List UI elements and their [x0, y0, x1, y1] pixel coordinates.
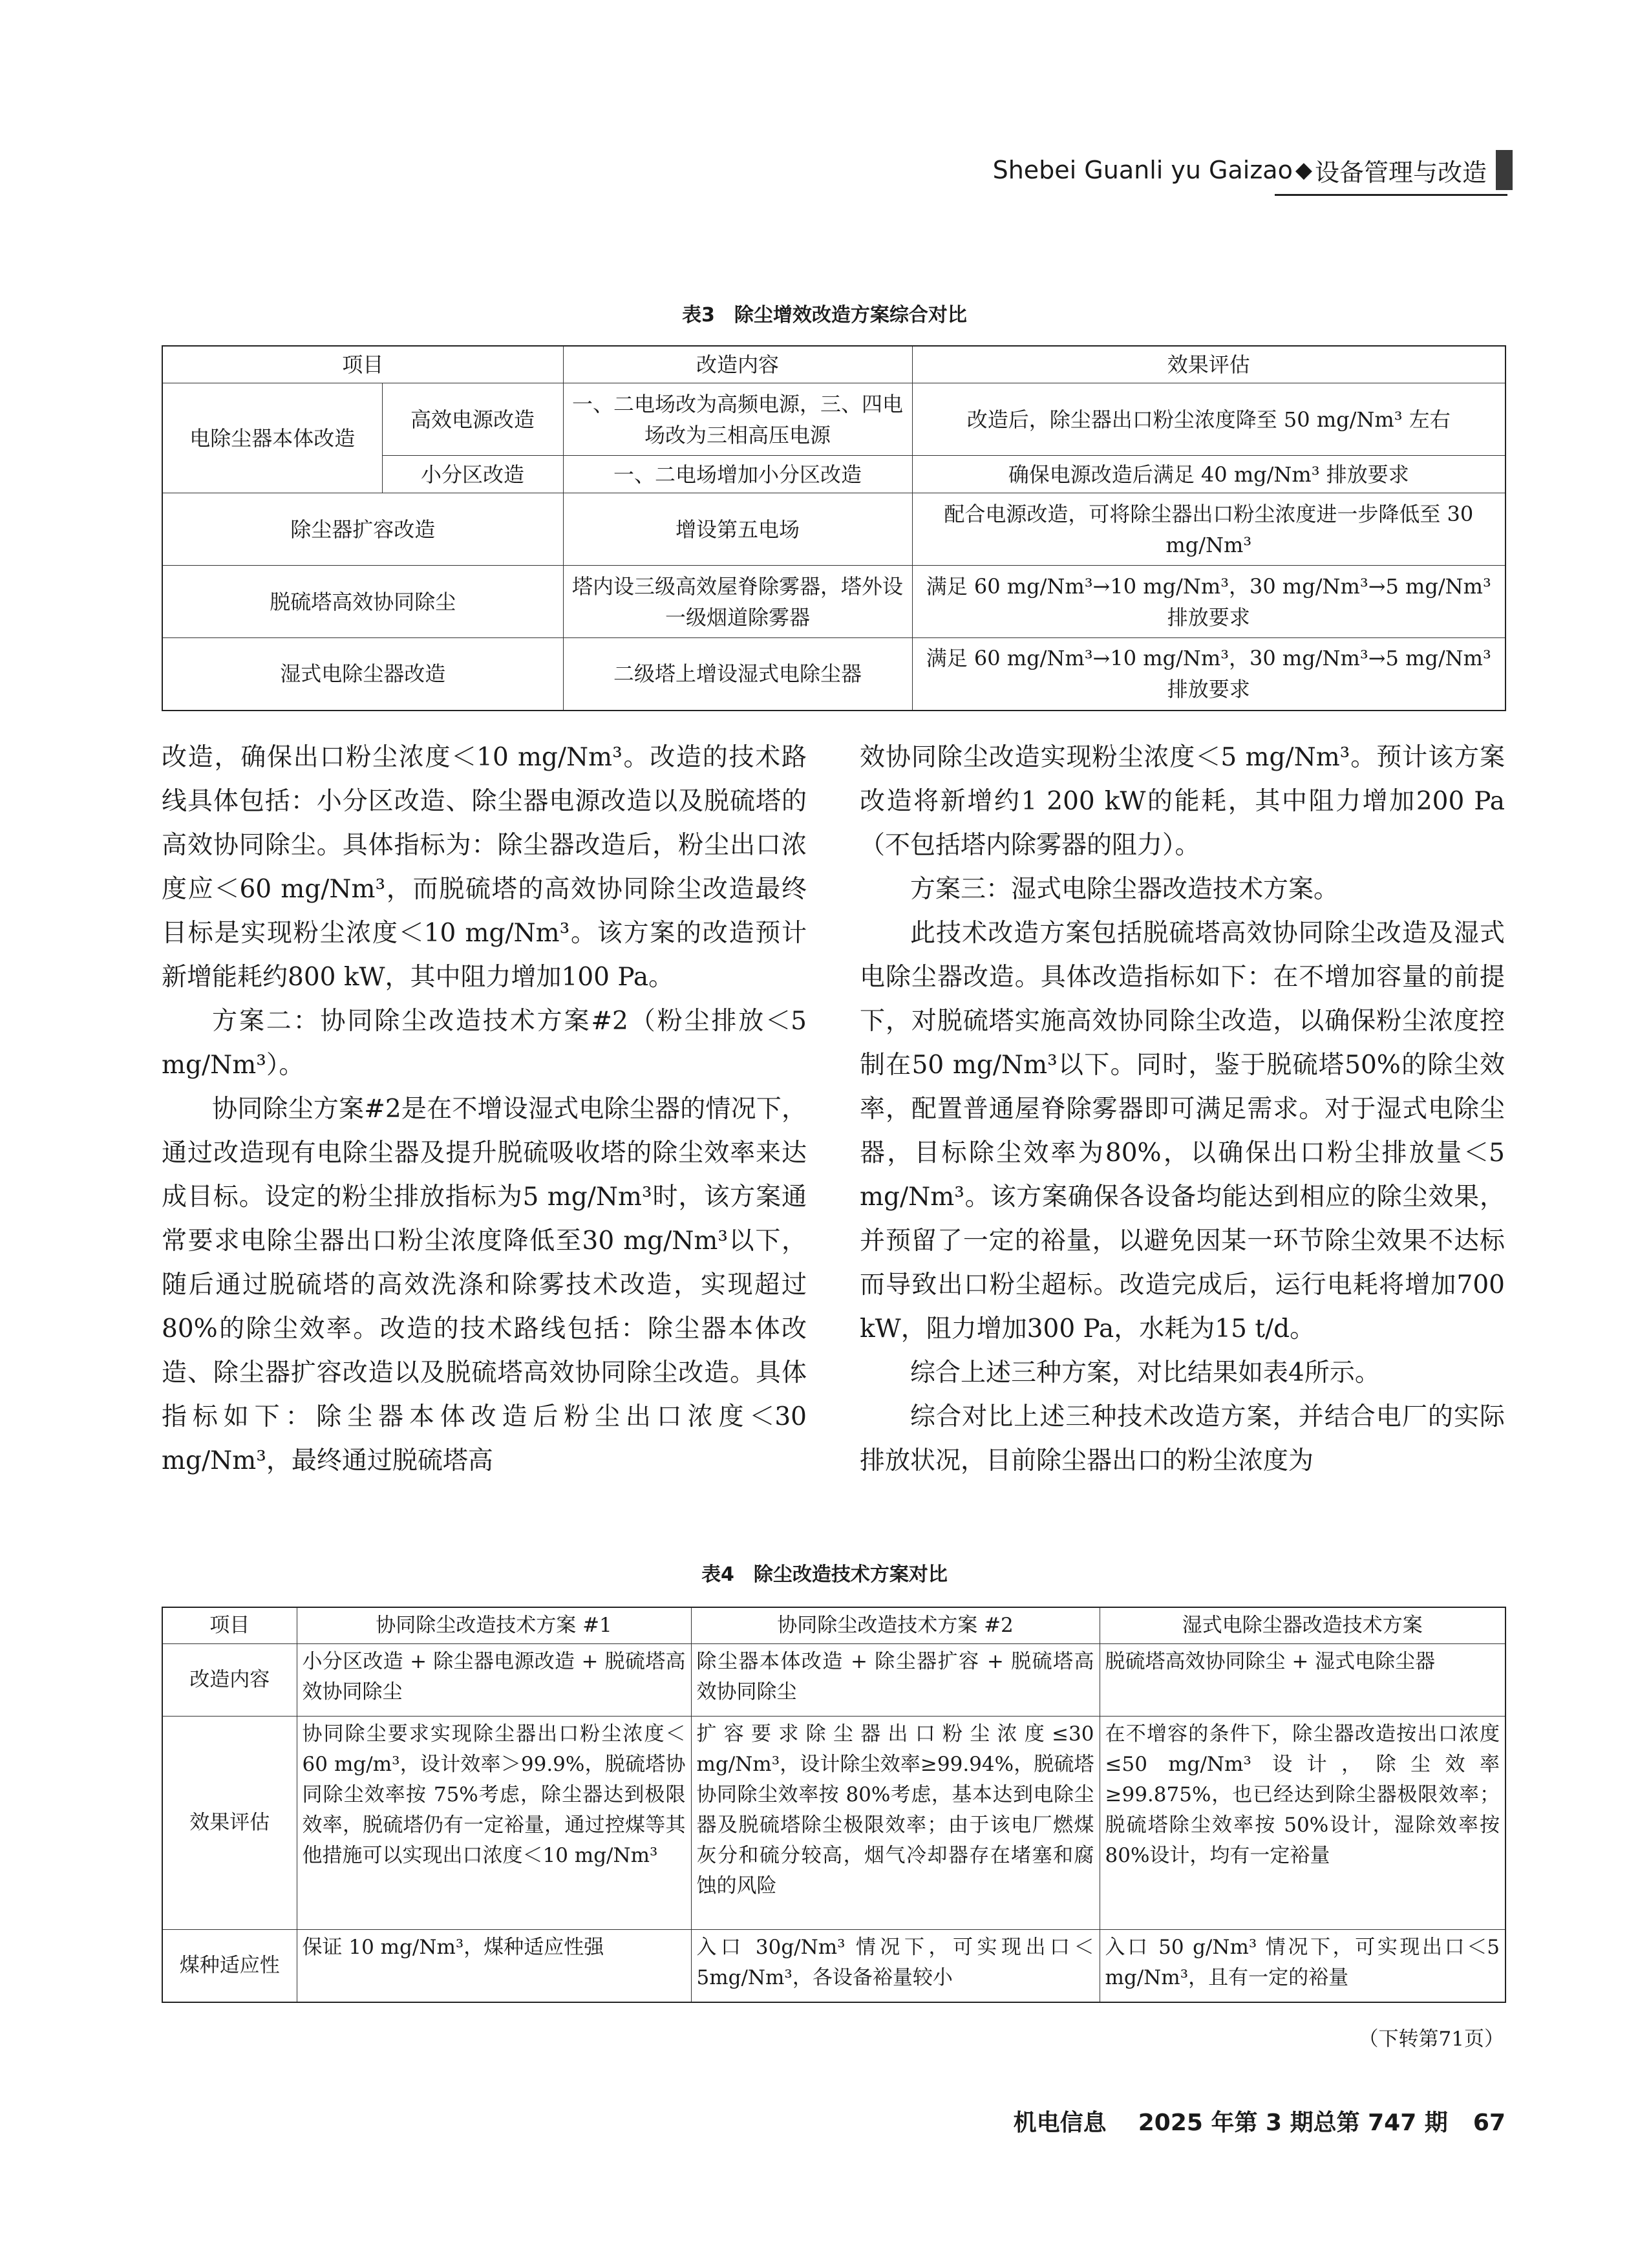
table3-item-cell: 湿式电除尘器改造 [162, 638, 563, 711]
table4 [162, 1607, 1506, 2003]
body-column-right [860, 736, 1505, 1483]
table4-cell: 协同除尘要求实现除尘器出口粉尘浓度＜60 mg/m³，设计效率＞99.9%，脱硫塔协同除尘效率按 75%考虑，除尘器达到极限效率，脱硫塔仍有一定裕量，通过控煤等其他措施可以实现出口浓度＜10 mg/Nm³ [297, 1717, 691, 1930]
table3-effect-cell: 满足 60 mg/Nm³→10 mg/Nm³，30 mg/Nm³→5 mg/Nm³ 排放要求 [912, 566, 1505, 638]
table4-cell: 脱硫塔高效协同除尘 + 湿式电除尘器 [1100, 1644, 1505, 1717]
table-row [162, 566, 1505, 638]
table3-content-cell: 一、二电场增加小分区改造 [563, 456, 912, 493]
table3-item-cell: 脱硫塔高效协同除尘 [162, 566, 563, 638]
table4-header-plan1: 协同除尘改造技术方案 #1 [297, 1607, 691, 1644]
diamond-icon: ◆ [1295, 157, 1312, 183]
body-paragraph: 效协同除尘改造实现粉尘浓度＜5 mg/Nm³。预计该方案改造将新增约1 200 kW的能耗，其中阻力增加200 Pa（不包括塔内除雾器的阻力）。 [860, 743, 1505, 860]
body-paragraph: 改造，确保出口粉尘浓度＜10 mg/Nm³。改造的技术路线具体包括：小分区改造、除尘器电源改造以及脱硫塔的高效协同除尘。具体指标为：除尘器改造后，粉尘出口浓度应＜60 mg/Nm³，而脱硫塔的高效协同除尘改造最终目标是实现粉尘浓度＜10 mg/Nm³。该方案的改造预计新增能耗约800 kW，其中阻力增加100 Pa。 [162, 743, 807, 992]
table3-content-cell: 塔内设三级高效屋脊除雾器，塔外设一级烟道除雾器 [563, 566, 912, 638]
table4-header-plan2: 协同除尘改造技术方案 #2 [691, 1607, 1100, 1644]
table3-effect-cell: 配合电源改造，可将除尘器出口粉尘浓度进一步降低至 30 mg/Nm³ [912, 493, 1505, 566]
table4-row-label: 效果评估 [162, 1717, 297, 1930]
table4-cell: 扩容要求除尘器出口粉尘浓度≤30 mg/Nm³，设计除尘效率≥99.94%，脱硫塔协同除尘效率按 80%考虑，基本达到电除尘器及脱硫塔除尘极限效率；由于该电厂燃煤灰分和硫分较高，烟气冷却器存在堵塞和腐蚀的风险 [691, 1717, 1100, 1930]
table-row [162, 638, 1505, 711]
table3 [162, 345, 1506, 711]
body-column-left [162, 736, 807, 1483]
table-header-row [162, 1607, 1505, 1644]
footer-journal: 机电信息 [1013, 2110, 1107, 2136]
body-paragraph: 协同除尘方案#2是在不增设湿式电除尘器的情况下，通过改造现有电除尘器及提升脱硫吸收塔的除尘效率来达成目标。设定的粉尘排放指标为5 mg/Nm³时，该方案通常要求电除尘器出口粉尘浓度降低至30 mg/Nm³以下，随后通过脱硫塔的高效洗涤和除雾技术改造，实现超过80%的除尘效率。改造的技术路线包括：除尘器本体改造、除尘器扩容改造以及脱硫塔高效协同除尘改造。具体指标如下：除尘器本体改造后粉尘出口浓度＜30 mg/Nm³，最终通过脱硫塔高 [162, 1095, 807, 1475]
table3-content-cell: 一、二电场改为高频电源，三、四电场改为三相高压电源 [563, 383, 912, 456]
table4-cell: 除尘器本体改造 + 除尘器扩容 + 脱硫塔高效协同除尘 [691, 1644, 1100, 1717]
page-number: 67 [1473, 2110, 1505, 2136]
table4-cell: 入口 50 g/Nm³ 情况下，可实现出口＜5 mg/Nm³，且有一定的裕量 [1100, 1930, 1505, 2002]
header-title: 设备管理与改造 [1314, 158, 1487, 187]
footer-issue: 2025 年第 3 期总第 747 期 [1138, 2110, 1448, 2136]
table3-group-cell: 电除尘器本体改造 [162, 383, 382, 493]
table-row [162, 1717, 1505, 1930]
table3-content-cell: 增设第五电场 [563, 493, 912, 566]
table3-caption: 表3 除尘增效改造方案综合对比 [682, 304, 967, 326]
table3-item-cell: 小分区改造 [382, 456, 563, 493]
table-row [162, 1930, 1505, 2002]
table4-cell: 在不增容的条件下，除尘器改造按出口浓度≤50 mg/Nm³ 设计，除尘效率≥99.875%，也已经达到除尘器极限效率；脱硫塔除尘效率按 50%设计，湿除效率按 80%设计，均有一定裕量 [1100, 1717, 1505, 1930]
table4-header-plan3: 湿式电除尘器改造技术方案 [1100, 1607, 1505, 1644]
table3-effect-cell: 确保电源改造后满足 40 mg/Nm³ 排放要求 [912, 456, 1505, 493]
table4-row-label: 改造内容 [162, 1644, 297, 1717]
body-paragraph: 方案二：协同除尘改造技术方案#2（粉尘排放＜5 mg/Nm³）。 [162, 1007, 807, 1080]
table4-header-item: 项目 [162, 1607, 297, 1644]
table3-effect-cell: 改造后，除尘器出口粉尘浓度降至 50 mg/Nm³ 左右 [912, 383, 1505, 456]
table3-item-cell: 除尘器扩容改造 [162, 493, 563, 566]
header-bar-mark [1496, 150, 1513, 190]
table-header-row [162, 346, 1505, 383]
body-paragraph: 综合上述三种方案，对比结果如表4所示。 [910, 1358, 1380, 1387]
body-paragraph: 方案三：湿式电除尘器改造技术方案。 [910, 875, 1339, 904]
table4-cell: 保证 10 mg/Nm³，煤种适应性强 [297, 1930, 691, 2002]
table4-row-label: 煤种适应性 [162, 1930, 297, 2002]
table4-caption: 表4 除尘改造技术方案对比 [701, 1563, 948, 1586]
body-paragraph: 此技术改造方案包括脱硫塔高效协同除尘改造及湿式电除尘器改造。具体改造指标如下：在不增加容量的前提下，对脱硫塔实施高效协同除尘改造，以确保粉尘浓度控制在50 mg/Nm³以下。同时，鉴于脱硫塔50%的除尘效率，配置普通屋脊除雾器即可满足需求。对于湿式电除尘器，目标除尘效率为80%，以确保出口粉尘排放量＜5 mg/Nm³。该方案确保各设备均能达到相应的除尘效果，并预留了一定的裕量，以避免因某一环节除尘效果不达标而导致出口粉尘超标。改造完成后，运行电耗将增加700 kW，阻力增加300 Pa，水耗为15 t/d。 [860, 919, 1505, 1343]
table3-content-cell: 二级塔上增设湿式电除尘器 [563, 638, 912, 711]
running-header [905, 147, 1513, 193]
table4-cell: 小分区改造 + 除尘器电源改造 + 脱硫塔高效协同除尘 [297, 1644, 691, 1717]
table4-cell: 入口 30g/Nm³ 情况下，可实现出口＜5mg/Nm³，各设备裕量较小 [691, 1930, 1100, 2002]
table-row [162, 493, 1505, 566]
table3-item-cell: 高效电源改造 [382, 383, 563, 456]
table-row [162, 383, 1505, 456]
table-row [162, 1644, 1505, 1717]
table3-effect-cell: 满足 60 mg/Nm³→10 mg/Nm³，30 mg/Nm³→5 mg/Nm³ 排放要求 [912, 638, 1505, 711]
header-pinyin: Shebei Guanli yu Gaizao [992, 156, 1293, 184]
table3-header-content: 改造内容 [563, 346, 912, 383]
table3-header-item: 项目 [162, 346, 563, 383]
continued-note: （下转第71页） [1358, 2027, 1504, 2051]
page-footer [1014, 2104, 1505, 2137]
body-paragraph: 综合对比上述三种技术改造方案，并结合电厂的实际排放状况，目前除尘器出口的粉尘浓度为 [860, 1402, 1505, 1475]
table3-header-effect: 效果评估 [912, 346, 1505, 383]
header-underline [1275, 194, 1507, 196]
